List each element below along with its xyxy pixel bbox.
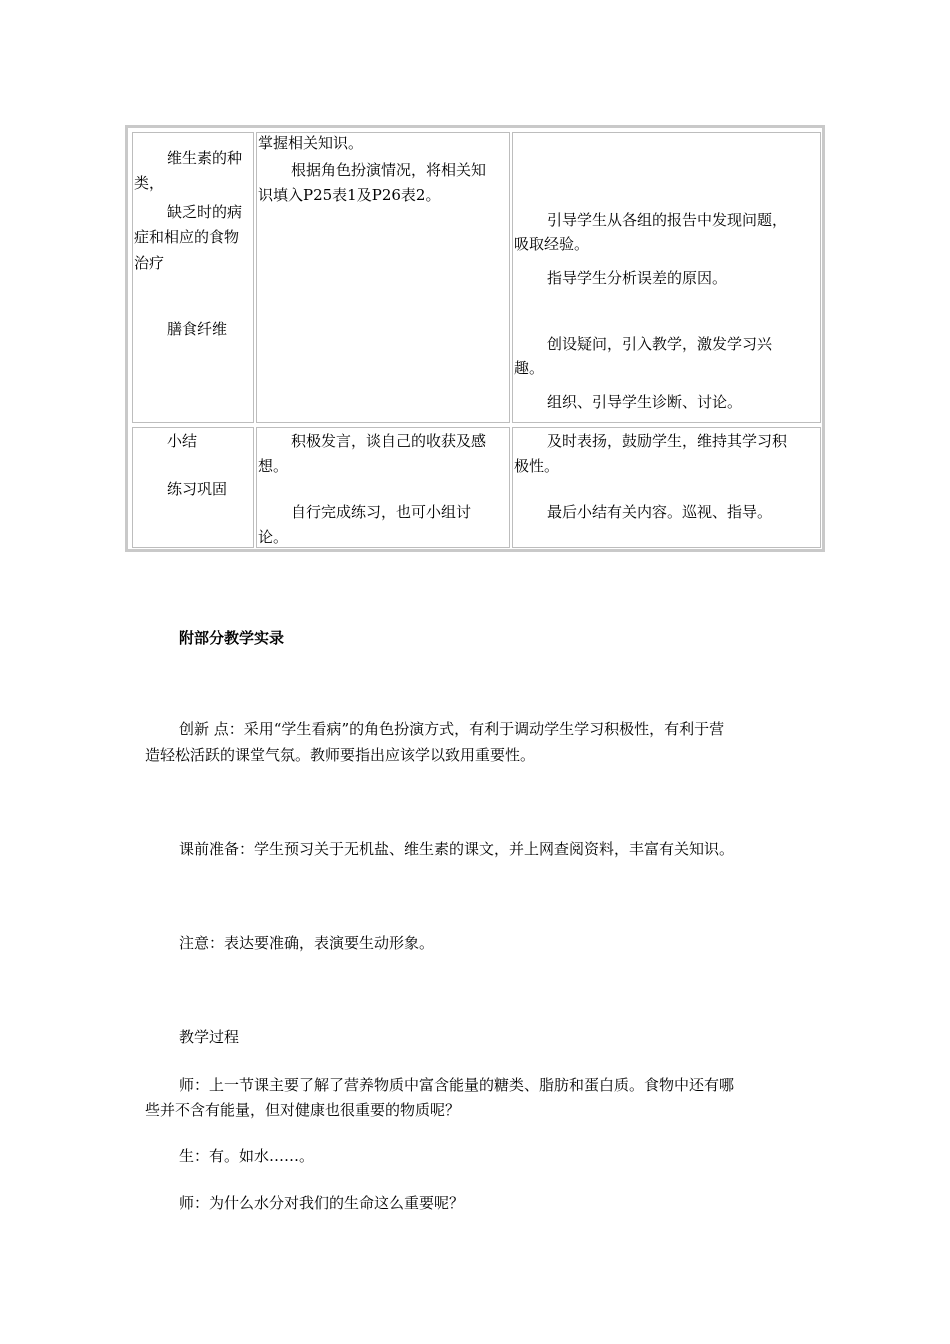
teacher-line-1a: 师：上一节课主要了解了营养物质中富含能量的糖类、脂肪和蛋白质。食物中还有哪 (179, 1076, 735, 1094)
row1-col3-line2: 吸取经验。 (514, 235, 590, 253)
row1-col1-line4: 症和相应的食物 (134, 228, 240, 246)
row2-student-activity-cell (256, 427, 510, 548)
row1-col3-line3: 指导学生分析误差的原因。 (547, 269, 728, 287)
note-paragraph: 注意：表达要准确，表演要生动形象。 (179, 934, 435, 952)
row2-col2-line3: 自行完成练习，也可小组讨 (291, 503, 472, 521)
row1-col3-line4: 创设疑问，引入教学，激发学习兴 (547, 335, 773, 353)
row1-topic-cell (132, 132, 254, 423)
row2-col2-line1: 积极发言，谈自己的收获及感 (291, 432, 487, 450)
teacher-line-2: 师：为什么水分对我们的生命这么重要呢？ (179, 1194, 465, 1212)
row2-col1-line1: 小结 (167, 432, 198, 450)
teacher-line-1b: 些并不含有能量，但对健康也很重要的物质呢？ (145, 1101, 461, 1119)
row1-col1-line3: 缺乏时的病 (167, 203, 243, 221)
row2-col1-line2: 练习巩固 (167, 480, 228, 498)
row1-col2-line2: 根据角色扮演情况，将相关知 (291, 161, 487, 179)
section-heading: 附部分教学实录 (179, 629, 285, 647)
row2-col2-line4: 论。 (258, 528, 289, 546)
innovation-line-1: 创新 点：采用“学生看病”的角色扮演方式，有利于调动学生学习积极性，有利于营 (179, 720, 725, 738)
row1-student-activity-cell (256, 132, 510, 423)
lesson-table (125, 125, 825, 552)
row1-teacher-activity-cell (512, 132, 821, 423)
row1-col1-line2: 类， (134, 174, 165, 192)
row2-col3-line3: 最后小结有关内容。巡视、指导。 (547, 503, 773, 521)
row1-col3-line6: 组织、引导学生诊断、讨论。 (547, 393, 743, 411)
row1-col1-line5: 治疗 (134, 254, 165, 272)
innovation-line-2: 造轻松活跃的课堂气氛。教师要指出应该学以致用重要性。 (145, 746, 536, 764)
row1-col1-line6: 膳食纤维 (167, 320, 228, 338)
row2-col2-line2: 想。 (258, 457, 289, 475)
row2-col3-line2: 极性。 (514, 457, 560, 475)
row1-col3-line1: 引导学生从各组的报告中发现问题， (547, 211, 788, 229)
row1-col2-line3: 识填入P25表1及P26表2。 (258, 186, 441, 204)
prep-paragraph: 课前准备：学生预习关于无机盐、维生素的课文，并上网查阅资料，丰富有关知识。 (179, 840, 735, 858)
row2-topic-cell (132, 427, 254, 548)
process-heading: 教学过程 (179, 1028, 240, 1046)
student-line-1: 生：有。如水……。 (179, 1147, 315, 1165)
row1-col3-line5: 趣。 (514, 359, 545, 377)
row1-col1-line1: 维生素的种 (167, 149, 243, 167)
row1-col2-line1: 掌握相关知识。 (258, 134, 364, 152)
row2-teacher-activity-cell (512, 427, 821, 548)
row2-col3-line1: 及时表扬，鼓励学生，维持其学习积 (547, 432, 788, 450)
